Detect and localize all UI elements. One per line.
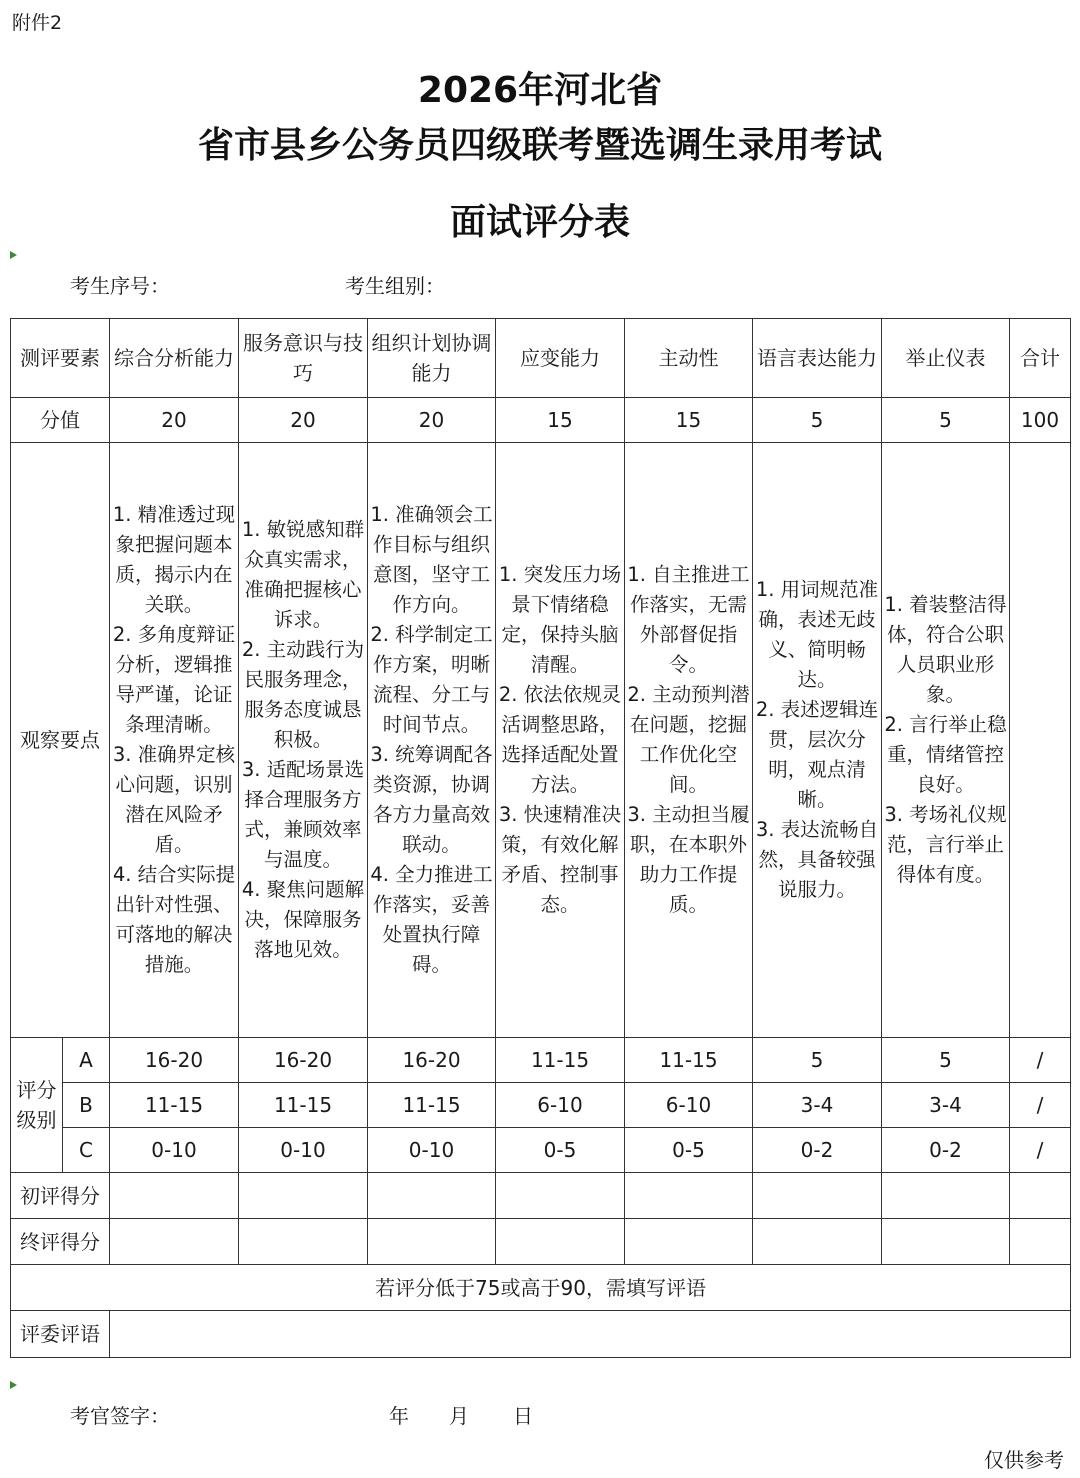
title-exam: 省市县乡公务员四级联考暨选调生录用考试 xyxy=(197,125,882,166)
score-value: 5 xyxy=(753,398,882,443)
candidate-group-label: 考生组别： xyxy=(345,274,445,298)
grade-range: 0-10 xyxy=(239,1128,368,1173)
observation-points-language xyxy=(753,443,882,1038)
grade-range: 11-15 xyxy=(625,1038,753,1083)
final-score-cell[interactable] xyxy=(496,1219,625,1265)
observation-point: 2. 科学制定工作方案，明晰流程、分工与时间节点。 xyxy=(370,623,493,736)
observation-points-total xyxy=(1010,443,1071,1038)
final-score-cell[interactable] xyxy=(753,1219,882,1265)
final-score-cell[interactable] xyxy=(368,1219,496,1265)
final-score-label: 终评得分 xyxy=(11,1219,110,1265)
grade-range: 6-10 xyxy=(496,1083,625,1128)
grade-level: C xyxy=(63,1128,110,1173)
grade-range: 16-20 xyxy=(368,1038,496,1083)
observation-point: 2. 多角度辩证分析，逻辑推导严谨，论证条理清晰。 xyxy=(112,623,236,736)
grade-range: 11-15 xyxy=(368,1083,496,1128)
observation-point: 1. 自主推进工作落实，无需外部督促指令。 xyxy=(627,563,750,676)
initial-score-cell[interactable] xyxy=(1010,1173,1071,1219)
final-score-cell[interactable] xyxy=(110,1219,239,1265)
col-header-service: 服务意识与技巧 xyxy=(239,319,368,398)
grade-range: / xyxy=(1010,1083,1071,1128)
grade-range: 11-15 xyxy=(239,1083,368,1128)
score-value: 15 xyxy=(496,398,625,443)
grade-range: / xyxy=(1010,1038,1071,1083)
remark-field[interactable] xyxy=(110,1311,1071,1358)
observation-points-demeanor xyxy=(882,443,1010,1038)
date-month-label: 月 xyxy=(449,1404,469,1428)
observation-point: 3. 准确界定核心问题，识别潜在风险矛盾。 xyxy=(112,743,236,856)
col-header-analysis: 综合分析能力 xyxy=(110,319,239,398)
col-header-adaptability: 应变能力 xyxy=(496,319,625,398)
score-value-label: 分值 xyxy=(11,398,110,443)
initial-score-row xyxy=(11,1173,1071,1219)
title-year: 2026年河北省 xyxy=(417,70,663,111)
observation-point: 2. 言行举止稳重，情绪管控良好。 xyxy=(884,713,1007,796)
grade-range: 0-2 xyxy=(882,1128,1010,1173)
initial-score-cell[interactable] xyxy=(239,1173,368,1219)
corner-mark-icon xyxy=(10,1381,17,1389)
observation-point: 3. 表达流畅自然，具备较强说服力。 xyxy=(755,818,879,901)
grade-level: B xyxy=(63,1083,110,1128)
grade-range: 0-10 xyxy=(368,1128,496,1173)
corner-mark-icon xyxy=(10,251,17,259)
col-header-language: 语言表达能力 xyxy=(753,319,882,398)
observation-row xyxy=(11,443,1071,1038)
score-value: 5 xyxy=(882,398,1010,443)
observation-point: 2. 表述逻辑连贯，层次分明，观点清晰。 xyxy=(755,698,879,811)
observation-label: 观察要点 xyxy=(11,443,110,1038)
grade-row-c xyxy=(11,1128,1071,1173)
grade-range: / xyxy=(1010,1128,1071,1173)
grade-range: 0-2 xyxy=(753,1128,882,1173)
attachment-label: 附件2 xyxy=(12,12,63,34)
examiner-signature-label: 考官签字： xyxy=(70,1404,170,1428)
grade-range: 0-5 xyxy=(625,1128,753,1173)
score-value: 20 xyxy=(110,398,239,443)
header-row xyxy=(11,319,1071,398)
score-value-total: 100 xyxy=(1010,398,1071,443)
remark-label: 评委评语 xyxy=(11,1311,110,1358)
col-header-demeanor: 举止仪表 xyxy=(882,319,1010,398)
grade-range: 0-10 xyxy=(110,1128,239,1173)
initial-score-cell[interactable] xyxy=(625,1173,753,1219)
grade-range: 11-15 xyxy=(110,1083,239,1128)
score-value-row xyxy=(11,398,1071,443)
interview-score-table xyxy=(10,318,1071,1358)
observation-point: 4. 结合实际提出针对性强、可落地的解决措施。 xyxy=(112,863,236,976)
initial-score-cell[interactable] xyxy=(110,1173,239,1219)
final-score-cell[interactable] xyxy=(625,1219,753,1265)
date-year-label: 年 xyxy=(389,1404,409,1428)
grade-range: 5 xyxy=(882,1038,1010,1083)
observation-point: 1. 准确领会工作目标与组织意图，坚守工作方向。 xyxy=(370,503,493,616)
observation-point: 1. 敏锐感知群众真实需求，准确把握核心诉求。 xyxy=(241,518,365,631)
grade-level-label: 评分级别 xyxy=(11,1038,63,1173)
initial-score-cell[interactable] xyxy=(882,1173,1010,1219)
final-score-cell[interactable] xyxy=(1010,1219,1071,1265)
initial-score-cell[interactable] xyxy=(496,1173,625,1219)
observation-point: 2. 主动预判潜在问题，挖掘工作优化空间。 xyxy=(627,683,750,796)
grade-row-a xyxy=(11,1038,1071,1083)
final-score-cell[interactable] xyxy=(239,1219,368,1265)
reference-only-note: 仅供参考 xyxy=(984,1448,1064,1472)
grade-range: 3-4 xyxy=(753,1083,882,1128)
observation-point: 3. 主动担当履职，在本职外助力工作提质。 xyxy=(627,803,750,916)
initial-score-cell[interactable] xyxy=(753,1173,882,1219)
score-value: 15 xyxy=(625,398,753,443)
grade-range: 0-5 xyxy=(496,1128,625,1173)
grade-range: 3-4 xyxy=(882,1083,1010,1128)
observation-point: 2. 依法依规灵活调整思路，选择适配处置方法。 xyxy=(498,683,622,796)
observation-point: 4. 聚焦问题解决，保障服务落地见效。 xyxy=(241,878,365,961)
grade-range: 11-15 xyxy=(496,1038,625,1083)
final-score-row xyxy=(11,1219,1071,1265)
observation-points-adaptability xyxy=(496,443,625,1038)
observation-point: 1. 着装整洁得体，符合公职人员职业形象。 xyxy=(884,593,1007,706)
col-header-organization: 组织计划协调能力 xyxy=(368,319,496,398)
grade-level: A xyxy=(63,1038,110,1083)
observation-points-service xyxy=(239,443,368,1038)
date-day-label: 日 xyxy=(513,1404,533,1428)
observation-point: 3. 快速精准决策，有效化解矛盾、控制事态。 xyxy=(498,803,622,916)
score-value: 20 xyxy=(239,398,368,443)
observation-points-organization xyxy=(368,443,496,1038)
remark-notice: 若评分低于75或高于90，需填写评语 xyxy=(11,1265,1071,1311)
observation-points-initiative xyxy=(625,443,753,1038)
observation-point: 3. 考场礼仪规范，言行举止得体有度。 xyxy=(884,803,1007,886)
final-score-cell[interactable] xyxy=(882,1219,1010,1265)
grade-row-b xyxy=(11,1083,1071,1128)
criteria-header: 测评要素 xyxy=(11,319,110,398)
grade-range: 16-20 xyxy=(239,1038,368,1083)
grade-range: 5 xyxy=(753,1038,882,1083)
notice-row xyxy=(11,1265,1071,1311)
title-form: 面试评分表 xyxy=(449,202,630,243)
grade-range: 6-10 xyxy=(625,1083,753,1128)
initial-score-cell[interactable] xyxy=(368,1173,496,1219)
grade-range: 16-20 xyxy=(110,1038,239,1083)
initial-score-label: 初评得分 xyxy=(11,1173,110,1219)
col-header-total: 合计 xyxy=(1010,319,1071,398)
observation-point: 3. 统筹调配各类资源，协调各方力量高效联动。 xyxy=(370,743,493,856)
observation-point: 1. 突发压力场景下情绪稳定，保持头脑清醒。 xyxy=(498,563,622,676)
observation-point: 3. 适配场景选择合理服务方式，兼顾效率与温度。 xyxy=(241,758,365,871)
observation-point: 1. 用词规范准确，表述无歧义、简明畅达。 xyxy=(755,578,879,691)
observation-points-analysis xyxy=(110,443,239,1038)
remark-row xyxy=(11,1311,1071,1358)
observation-point: 4. 全力推进工作落实，妥善处置执行障碍。 xyxy=(370,863,493,976)
observation-point: 2. 主动践行为民服务理念，服务态度诚恳积极。 xyxy=(241,638,365,751)
col-header-initiative: 主动性 xyxy=(625,319,753,398)
score-value: 20 xyxy=(368,398,496,443)
candidate-number-label: 考生序号： xyxy=(70,274,170,298)
observation-point: 1. 精准透过现象把握问题本质，揭示内在关联。 xyxy=(112,503,236,616)
